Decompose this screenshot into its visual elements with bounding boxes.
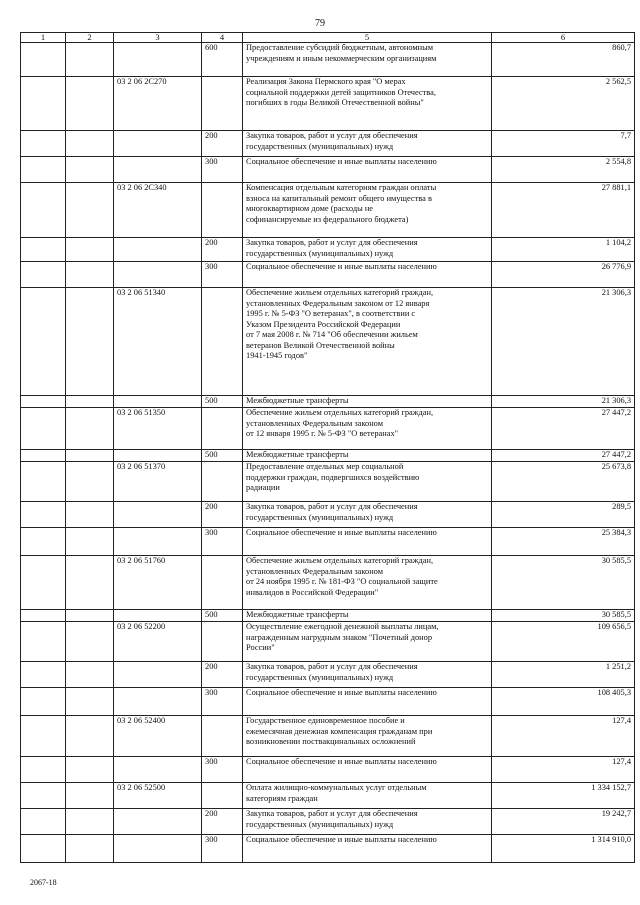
cell-col1 <box>21 450 66 462</box>
description-line: Межбюджетные трансферты <box>246 450 349 459</box>
cell-col2 <box>66 610 114 622</box>
cell-col2 <box>66 556 114 610</box>
description-line: государственных (муниципальных) нужд <box>246 512 394 522</box>
description-line: Реализация Закона Пермского края "О мерах <box>246 77 406 86</box>
cell-col1 <box>21 288 66 396</box>
description-line: Указом Президента Российской Федерации <box>246 319 401 329</box>
description-line: Закупка товаров, работ и услуг для обеспечения <box>246 131 418 140</box>
description-line: Социальное обеспечение и иные выплаты населению <box>246 757 437 766</box>
cell-amount: 2 554,8 <box>492 157 635 183</box>
table-row <box>21 408 635 450</box>
description-line: 1995 г. № 5-ФЗ "О ветеранах", в соответствии с <box>246 309 416 318</box>
cell-vr-code: 600 <box>202 43 243 77</box>
cell-csr-code: 03 2 06 51350 <box>114 408 202 450</box>
cell-amount: 860,7 <box>492 43 635 77</box>
description-line: установленных Федеральным законом от 12 января <box>246 298 430 308</box>
cell-col1 <box>21 610 66 622</box>
table-row <box>21 396 635 408</box>
cell-amount: 30 585,5 <box>492 610 635 622</box>
cell-amount: 1 104,2 <box>492 238 635 262</box>
cell-vr-code: 300 <box>202 757 243 783</box>
table-row <box>21 809 635 835</box>
description-line: Социальное обеспечение и иные выплаты населению <box>246 157 437 166</box>
cell-csr-code: 03 2 06 52200 <box>114 622 202 662</box>
cell-description <box>243 835 492 863</box>
cell-description <box>243 462 492 502</box>
column-header-2: 2 <box>66 33 114 43</box>
description-line: Обеспечение жильем отдельных категорий граждан, <box>246 408 434 417</box>
cell-col1 <box>21 556 66 610</box>
table-row <box>21 528 635 556</box>
cell-col2 <box>66 408 114 450</box>
description-line: от 12 января 1995 г. № 5-ФЗ "О ветеранах" <box>246 429 399 438</box>
cell-col1 <box>21 157 66 183</box>
description-line: от 7 мая 2008 г. № 714 "Об обеспечении жильем <box>246 330 418 339</box>
description-line: 1941-1945 годов" <box>246 351 308 360</box>
cell-amount: 27 881,1 <box>492 183 635 238</box>
cell-col2 <box>66 450 114 462</box>
table-header <box>21 33 635 43</box>
cell-description <box>243 809 492 835</box>
cell-col2 <box>66 716 114 757</box>
cell-csr-code <box>114 662 202 688</box>
table-row <box>21 77 635 131</box>
table-row <box>21 610 635 622</box>
cell-description <box>243 183 492 238</box>
description-line: ветеранов Великой Отечественной войны <box>246 340 395 350</box>
cell-vr-code: 200 <box>202 238 243 262</box>
column-header-4: 4 <box>202 33 243 43</box>
description-line: социальной поддержки детей защитников Отечества, <box>246 87 436 97</box>
cell-amount: 21 306,3 <box>492 288 635 396</box>
cell-csr-code <box>114 450 202 462</box>
cell-col2 <box>66 835 114 863</box>
column-header-3: 3 <box>114 33 202 43</box>
cell-vr-code: 500 <box>202 610 243 622</box>
cell-csr-code: 03 2 06 2С340 <box>114 183 202 238</box>
cell-vr-code <box>202 408 243 450</box>
cell-vr-code: 300 <box>202 528 243 556</box>
cell-amount: 25 384,3 <box>492 528 635 556</box>
description-line: Осуществление ежегодной денежной выплаты лицам, <box>246 622 439 631</box>
description-line: Социальное обеспечение и иные выплаты населению <box>246 835 437 844</box>
table-row <box>21 662 635 688</box>
description-line: Закупка товаров, работ и услуг для обеспечения <box>246 502 418 511</box>
description-line: Предоставление отдельных мер социальной <box>246 462 404 471</box>
cell-col1 <box>21 757 66 783</box>
table-row <box>21 716 635 757</box>
description-line: погибших в годы Великой Отечественной войны" <box>246 98 424 107</box>
description-line: от 24 ноября 1995 г. № 181-ФЗ "О социальной защите <box>246 577 438 586</box>
cell-amount: 127,4 <box>492 757 635 783</box>
description-line: возникновении поствакцинальных осложнений <box>246 737 416 746</box>
cell-amount: 289,5 <box>492 502 635 528</box>
description-line: Социальное обеспечение и иные выплаты населению <box>246 262 437 271</box>
cell-col1 <box>21 462 66 502</box>
table-row <box>21 688 635 716</box>
cell-csr-code <box>114 610 202 622</box>
cell-col2 <box>66 131 114 157</box>
description-line: Оплата жилищно-коммунальных услуг отдельным <box>246 783 427 792</box>
cell-col1 <box>21 783 66 809</box>
table-row <box>21 288 635 396</box>
cell-vr-code <box>202 183 243 238</box>
table-row <box>21 450 635 462</box>
description-line: инвалидов в Российской Федерации" <box>246 587 379 597</box>
description-line: категориям граждан <box>246 793 318 803</box>
cell-csr-code <box>114 688 202 716</box>
footer-code: 2067-18 <box>30 878 57 887</box>
cell-vr-code: 200 <box>202 502 243 528</box>
table-row <box>21 183 635 238</box>
description-line: Социальное обеспечение и иные выплаты населению <box>246 688 437 697</box>
description-line: Межбюджетные трансферты <box>246 396 349 405</box>
cell-col2 <box>66 238 114 262</box>
table-row <box>21 556 635 610</box>
description-line: Компенсация отдельным категориям граждан оплаты <box>246 183 437 192</box>
cell-col1 <box>21 396 66 408</box>
cell-amount: 7,7 <box>492 131 635 157</box>
cell-col2 <box>66 77 114 131</box>
cell-csr-code <box>114 757 202 783</box>
description-line: государственных (муниципальных) нужд <box>246 672 394 682</box>
cell-csr-code <box>114 131 202 157</box>
description-line: Межбюджетные трансферты <box>246 610 349 619</box>
cell-description <box>243 77 492 131</box>
cell-amount: 27 447,2 <box>492 450 635 462</box>
description-line: Обеспечение жильем отдельных категорий граждан, <box>246 556 434 565</box>
cell-col2 <box>66 288 114 396</box>
cell-description <box>243 408 492 450</box>
table-row <box>21 43 635 77</box>
cell-csr-code: 03 2 06 2С270 <box>114 77 202 131</box>
cell-col2 <box>66 622 114 662</box>
description-line: софинансируемые из федерального бюджета) <box>246 214 409 224</box>
description-line: учреждениям и иным некоммерческим организациям <box>246 53 437 63</box>
cell-csr-code: 03 2 06 52400 <box>114 716 202 757</box>
description-line: Предоставление субсидий бюджетным, автономным <box>246 43 434 52</box>
cell-col2 <box>66 157 114 183</box>
description-line: ежемесячная денежная компенсация гражданам при <box>246 726 433 736</box>
table-row <box>21 783 635 809</box>
cell-description <box>243 396 492 408</box>
cell-csr-code: 03 2 06 52500 <box>114 783 202 809</box>
cell-col2 <box>66 757 114 783</box>
cell-amount: 19 242,7 <box>492 809 635 835</box>
cell-csr-code <box>114 502 202 528</box>
table-row <box>21 757 635 783</box>
description-line: государственных (муниципальных) нужд <box>246 141 394 151</box>
cell-vr-code <box>202 783 243 809</box>
cell-csr-code: 03 2 06 51370 <box>114 462 202 502</box>
budget-table <box>20 32 635 863</box>
cell-amount: 27 447,2 <box>492 408 635 450</box>
cell-vr-code: 500 <box>202 450 243 462</box>
description-line: установленных Федеральным законом <box>246 566 384 576</box>
cell-amount: 25 673,8 <box>492 462 635 502</box>
table-row <box>21 157 635 183</box>
page-number: 79 <box>315 18 325 29</box>
cell-csr-code <box>114 809 202 835</box>
table-row <box>21 502 635 528</box>
cell-col2 <box>66 462 114 502</box>
description-line: Социальное обеспечение и иные выплаты населению <box>246 528 437 537</box>
cell-vr-code <box>202 716 243 757</box>
cell-description <box>243 610 492 622</box>
cell-amount: 30 585,5 <box>492 556 635 610</box>
cell-col1 <box>21 716 66 757</box>
cell-csr-code <box>114 238 202 262</box>
cell-vr-code: 200 <box>202 131 243 157</box>
cell-description <box>243 238 492 262</box>
cell-col2 <box>66 783 114 809</box>
description-line: многоквартирном доме (расходы не <box>246 204 374 213</box>
cell-description <box>243 528 492 556</box>
cell-description <box>243 262 492 288</box>
description-line: Государственное единовременное пособие и <box>246 716 405 725</box>
table-row <box>21 622 635 662</box>
cell-description <box>243 157 492 183</box>
cell-col1 <box>21 622 66 662</box>
cell-vr-code <box>202 556 243 610</box>
cell-amount: 109 656,5 <box>492 622 635 662</box>
column-header-1: 1 <box>21 33 66 43</box>
cell-vr-code: 200 <box>202 809 243 835</box>
cell-col2 <box>66 688 114 716</box>
cell-col1 <box>21 408 66 450</box>
cell-vr-code <box>202 462 243 502</box>
description-line: Закупка товаров, работ и услуг для обеспечения <box>246 238 418 247</box>
cell-description <box>243 716 492 757</box>
cell-description <box>243 450 492 462</box>
cell-vr-code: 300 <box>202 688 243 716</box>
description-line: поддержки граждан, подвергшихся воздействию <box>246 472 420 482</box>
cell-col2 <box>66 809 114 835</box>
cell-vr-code: 300 <box>202 157 243 183</box>
cell-csr-code <box>114 396 202 408</box>
cell-col1 <box>21 262 66 288</box>
cell-csr-code: 03 2 06 51760 <box>114 556 202 610</box>
cell-csr-code <box>114 528 202 556</box>
cell-col2 <box>66 43 114 77</box>
cell-col1 <box>21 688 66 716</box>
cell-csr-code <box>114 262 202 288</box>
description-line: Закупка товаров, работ и услуг для обеспечения <box>246 662 418 671</box>
cell-vr-code: 500 <box>202 396 243 408</box>
cell-amount: 1 314 910,0 <box>492 835 635 863</box>
cell-description <box>243 43 492 77</box>
table-row <box>21 131 635 157</box>
cell-col2 <box>66 662 114 688</box>
cell-col1 <box>21 809 66 835</box>
cell-col1 <box>21 183 66 238</box>
cell-col1 <box>21 43 66 77</box>
table-row <box>21 238 635 262</box>
cell-description <box>243 783 492 809</box>
cell-vr-code: 300 <box>202 262 243 288</box>
cell-amount: 1 251,2 <box>492 662 635 688</box>
cell-description <box>243 556 492 610</box>
description-line: государственных (муниципальных) нужд <box>246 248 394 258</box>
cell-col1 <box>21 662 66 688</box>
description-line: взноса на капитальный ремонт общего имущества в <box>246 193 432 203</box>
cell-description <box>243 288 492 396</box>
cell-csr-code <box>114 835 202 863</box>
column-header-5: 5 <box>243 33 492 43</box>
cell-col1 <box>21 502 66 528</box>
cell-vr-code <box>202 622 243 662</box>
table-row <box>21 462 635 502</box>
cell-vr-code: 200 <box>202 662 243 688</box>
description-line: установленных Федеральным законом <box>246 418 384 428</box>
cell-amount: 2 562,5 <box>492 77 635 131</box>
description-line: Обеспечение жильем отдельных категорий граждан, <box>246 288 434 297</box>
cell-col1 <box>21 77 66 131</box>
description-line: России" <box>246 643 275 652</box>
description-line: Закупка товаров, работ и услуг для обеспечения <box>246 809 418 818</box>
cell-col2 <box>66 396 114 408</box>
cell-vr-code <box>202 288 243 396</box>
cell-col1 <box>21 835 66 863</box>
cell-description <box>243 757 492 783</box>
cell-amount: 1 334 152,7 <box>492 783 635 809</box>
cell-col1 <box>21 528 66 556</box>
cell-amount: 108 405,3 <box>492 688 635 716</box>
cell-csr-code <box>114 43 202 77</box>
cell-description <box>243 131 492 157</box>
cell-description <box>243 662 492 688</box>
table-body <box>21 43 635 863</box>
cell-amount: 26 776,9 <box>492 262 635 288</box>
cell-amount: 21 306,3 <box>492 396 635 408</box>
cell-description <box>243 688 492 716</box>
cell-col1 <box>21 238 66 262</box>
cell-vr-code: 300 <box>202 835 243 863</box>
cell-col1 <box>21 131 66 157</box>
description-line: государственных (муниципальных) нужд <box>246 819 394 829</box>
cell-description <box>243 622 492 662</box>
description-line: награжденным нагрудным знаком "Почетный донор <box>246 632 433 642</box>
table-row <box>21 835 635 863</box>
cell-col2 <box>66 502 114 528</box>
cell-csr-code <box>114 157 202 183</box>
description-line: радиации <box>246 483 280 492</box>
cell-col2 <box>66 183 114 238</box>
cell-col2 <box>66 528 114 556</box>
column-header-6: 6 <box>492 33 635 43</box>
cell-vr-code <box>202 77 243 131</box>
cell-amount: 127,4 <box>492 716 635 757</box>
cell-csr-code: 03 2 06 51340 <box>114 288 202 396</box>
cell-description <box>243 502 492 528</box>
table-row <box>21 262 635 288</box>
cell-col2 <box>66 262 114 288</box>
